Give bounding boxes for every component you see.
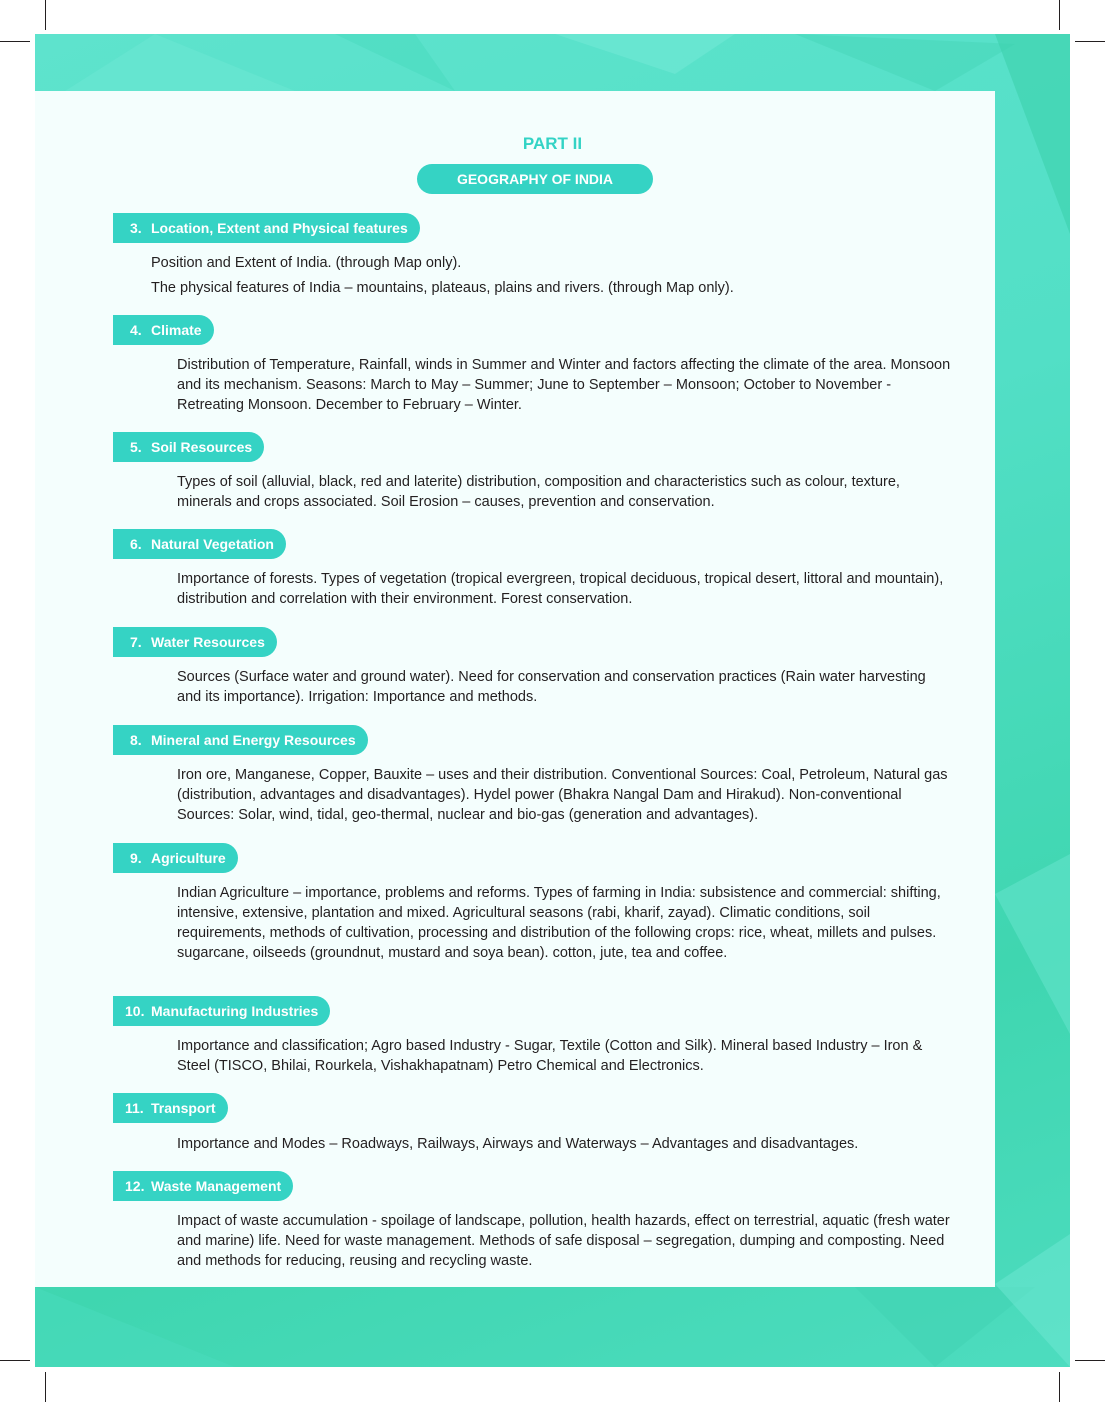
section-number: 3. xyxy=(130,220,142,236)
section-heading xyxy=(113,725,368,755)
section-heading xyxy=(113,843,238,873)
section-title: Transport xyxy=(151,1100,216,1116)
crop-mark xyxy=(1059,0,1060,30)
section-number: 7. xyxy=(130,634,142,650)
section-text: Sources (Surface water and ground water). Need for conservation and conservation practices (Rain water harvesting and its importance). Irrigation: Importance and methods. xyxy=(177,669,926,705)
crop-mark xyxy=(45,1372,46,1402)
section-title: Climate xyxy=(151,322,202,338)
section-title: Natural Vegetation xyxy=(151,536,274,552)
section-text: Importance and classification; Agro based Industry - Sugar, Textile (Cotton and Silk). Mineral based Industry – Iron & Steel (TISCO, Bhilai, Rourkela, Vishakhapatnam) Petro Chemical and Electronics. xyxy=(177,1038,923,1074)
section-title: Soil Resources xyxy=(151,439,253,455)
section-number: 11. xyxy=(125,1100,144,1116)
section-heading xyxy=(113,315,214,345)
crop-mark xyxy=(0,1360,30,1361)
section-number: 10. xyxy=(125,1003,145,1019)
section-text: Position and Extent of India. (through Map only). xyxy=(151,255,462,271)
crop-mark xyxy=(1075,1360,1105,1361)
section-title: Location, Extent and Physical features xyxy=(151,220,408,236)
section-banner: GEOGRAPHY OF INDIA xyxy=(417,164,653,194)
part-title: PART II xyxy=(522,134,583,153)
section-text: The physical features of India – mountains, plateaus, plains and rivers. (through Map only). xyxy=(151,280,734,296)
section-heading xyxy=(113,627,277,657)
section-title: Manufacturing Industries xyxy=(151,1003,319,1019)
section-heading xyxy=(113,1093,228,1123)
section-heading xyxy=(113,432,264,462)
section-heading xyxy=(113,996,330,1026)
section-text: Distribution of Temperature, Rainfall, winds in Summer and Winter and factors affecting the climate of the area. Monsoon and its mechanism. Seasons: March to May – Summer; June to September – Monsoon; October to November - Retreating Monsoon. December to February – Winter. xyxy=(177,357,951,413)
section-text: Importance and Modes – Roadways, Railways, Airways and Waterways – Advantages and disadvantages. xyxy=(177,1136,859,1152)
section-title: Water Resources xyxy=(151,634,265,650)
section-text: Importance of forests. Types of vegetation (tropical evergreen, tropical deciduous, tropical desert, littoral and mountain), distribution and correlation with their environment. Forest conservation. xyxy=(177,571,944,607)
section-number: 4. xyxy=(130,322,142,338)
section-number: 9. xyxy=(130,850,142,866)
section-number: 6. xyxy=(130,536,142,552)
section-heading xyxy=(113,213,420,243)
section-title: Mineral and Energy Resources xyxy=(151,732,356,748)
section-text: Types of soil (alluvial, black, red and laterite) distribution, composition and characteristics such as colour, texture, minerals and crops associated. Soil Erosion – causes, prevention and conservation. xyxy=(177,474,900,510)
section-number: 8. xyxy=(130,732,142,748)
section-title: Agriculture xyxy=(151,850,226,866)
section-heading xyxy=(113,529,286,559)
crop-mark xyxy=(45,0,46,30)
section-title: Waste Management xyxy=(151,1178,282,1194)
crop-mark xyxy=(0,41,30,42)
section-number: 5. xyxy=(130,439,142,455)
crop-mark xyxy=(1059,1372,1060,1402)
section-text: Impact of waste accumulation - spoilage of landscape, pollution, health hazards, effect on terrestrial, aquatic (fresh water and marine) life. Need for waste management. Methods of safe disposal – segregation, dumping and composting. Need and methods for reducing, reusing and recycling waste. xyxy=(177,1213,950,1269)
section-heading xyxy=(113,1171,293,1201)
section-number: 12. xyxy=(125,1178,145,1194)
crop-mark xyxy=(1075,41,1105,42)
section-text: Indian Agriculture – importance, problems and reforms. Types of farming in India: subsistence and commercial: shifting, intensive, extensive, plantation and mixed. Agricultural seasons (rabi, kharif, zayad). Climatic conditions, soil requirements, methods of cultivation, processing and distribution of the following crops: rice, wheat, millets and pulses. sugarcane, oilseeds (groundnut, mustard and soya bean). cotton, jute, tea and coffee. xyxy=(177,885,941,961)
section-text: Iron ore, Manganese, Copper, Bauxite – uses and their distribution. Conventional Sources: Coal, Petroleum, Natural gas (distribution, advantages and disadvantages). Hydel power (Bhakra Nangal Dam and Hirakud). Non-conventional Sources: Solar, wind, tidal, geo-thermal, nuclear and bio-gas (generation and advantages). xyxy=(177,767,948,823)
